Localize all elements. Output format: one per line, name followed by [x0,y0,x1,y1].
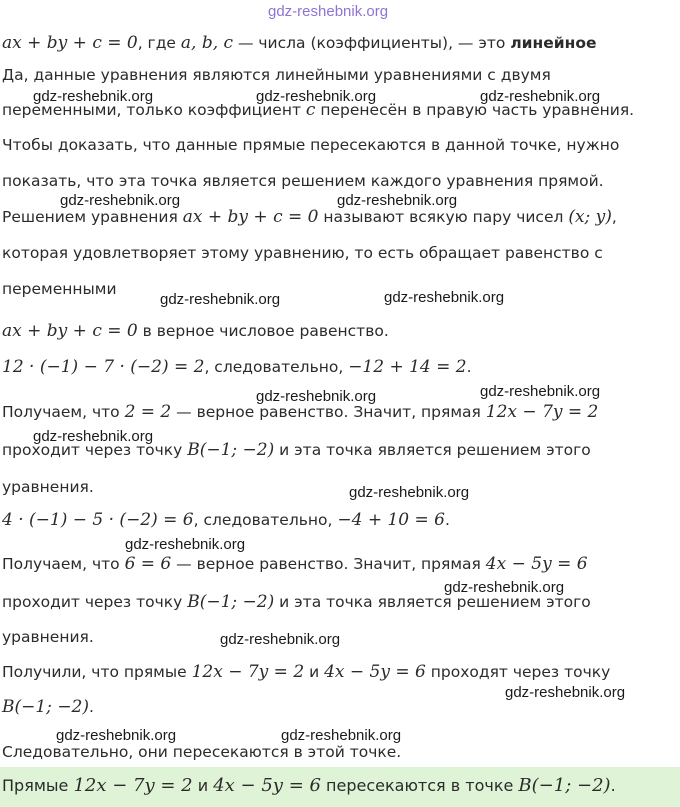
math-expression: 4x − 5y = 6 [485,554,588,574]
math-expression: B(−1; −2) [2,697,90,717]
watermark: gdz-reshebnik.org [125,536,246,553]
text-line [2,206,617,228]
text-line [2,696,94,718]
math-expression: ax + by + c = 0 [2,321,138,341]
text: проходит через точку [2,593,188,611]
text-line [2,32,596,54]
text: пересекаются в точке [320,776,519,795]
watermark: gdz-reshebnik.org [480,383,601,400]
text-line: уравнения. [2,478,94,496]
text-line [2,439,591,461]
text: называют всякую пару чисел [318,208,569,226]
text: проходят через точку [425,663,611,681]
text: и [192,776,214,795]
math-expression: 12x − 7y = 2 [191,662,305,682]
text: и [304,663,325,681]
math-expression: 12x − 7y = 2 [485,402,599,422]
text-line [2,509,450,531]
math-expression: 12 · (−1) − 7 · (−2) = 2 [2,357,205,377]
watermark: gdz-reshebnik.org [33,88,154,105]
answer-line [2,775,616,797]
math-expression: ax + by + c = 0 [182,207,319,227]
text: Получаем, что [2,403,125,421]
text-line: Следовательно, они пересекаются в этой точке. [2,743,402,761]
text: , где [137,34,181,52]
text-line: которая удовлетворяет этому уравнению, то есть обращает равенство с [2,244,603,262]
math-expression: B(−1; −2) [187,592,275,612]
text: , следовательно, [193,511,338,529]
text: Решением уравнения [2,208,183,226]
math-expression: 2 = 2 [124,402,172,422]
text: и эта точка является решением этого [274,593,591,611]
watermark: gdz-reshebnik.org [505,684,626,701]
text: . [444,511,450,529]
math-expression: B(−1; −2) [518,775,611,796]
text-line: показать, что эта точка является решением каждого уравнения прямой. [2,172,604,190]
watermark-top: gdz-reshebnik.org [268,3,389,20]
watermark: gdz-reshebnik.org [337,192,458,209]
bold-term: линейное [510,34,597,52]
text-line [2,401,598,423]
math-expression: c [305,100,316,120]
text-line [2,661,610,683]
math-expression: 4x − 5y = 6 [213,775,321,796]
text: и эта точка является решением этого [274,441,591,459]
text-line: переменными [2,280,117,298]
text-line [2,356,472,378]
text: Получили, что прямые [2,663,192,681]
watermark: gdz-reshebnik.org [444,579,565,596]
text: , следовательно, [204,358,349,376]
text-line: Чтобы доказать, что данные прямые пересекаются в данной точке, нужно [2,136,620,154]
text: . [610,776,616,795]
text-line [2,99,634,121]
math-expression: 4x − 5y = 6 [324,662,426,682]
watermark: gdz-reshebnik.org [349,484,470,501]
math-expression: B(−1; −2) [187,440,275,460]
watermark: gdz-reshebnik.org [56,727,177,744]
text: — числа (коэффициенты), — это [233,34,511,52]
text: Получаем, что [2,555,125,573]
math-expression: 4 · (−1) − 5 · (−2) = 6 [2,510,194,530]
text: проходит через точку [2,441,188,459]
math-expression: −4 + 10 = 6 [337,510,445,530]
text: переменными, только коэффициент [2,101,306,119]
text-line: Да, данные уравнения являются линейными уравнениями с двумя [2,66,551,84]
watermark: gdz-reshebnik.org [281,727,402,744]
text-line: уравнения. [2,628,94,646]
watermark: gdz-reshebnik.org [480,88,601,105]
math-expression: (x; y) [568,207,612,227]
watermark: gdz-reshebnik.org [60,192,181,209]
text-line [2,591,591,613]
watermark: gdz-reshebnik.org [256,88,377,105]
math-expression: 6 = 6 [124,554,172,574]
math-expression: a, b, c [180,33,234,53]
text: — верное равенство. Значит, прямая [171,403,486,421]
text: перенесён в правую часть уравнения. [315,101,635,119]
text: — верное равенство. Значит, прямая [171,555,486,573]
watermark: gdz-reshebnik.org [33,428,154,445]
text: , [611,208,617,226]
watermark: gdz-reshebnik.org [160,291,281,308]
math-expression: ax + by + c = 0 [2,33,138,53]
watermark: gdz-reshebnik.org [220,631,341,648]
text-line [2,320,389,342]
text-line [2,553,588,575]
watermark: gdz-reshebnik.org [384,289,505,306]
math-expression: −12 + 14 = 2 [348,357,467,377]
math-expression: 12x − 7y = 2 [73,775,193,796]
text: Прямые [2,776,74,795]
text: . [89,698,94,716]
watermark: gdz-reshebnik.org [256,388,377,405]
text: в верное числовое равенство. [137,322,389,340]
text: . [466,358,472,376]
